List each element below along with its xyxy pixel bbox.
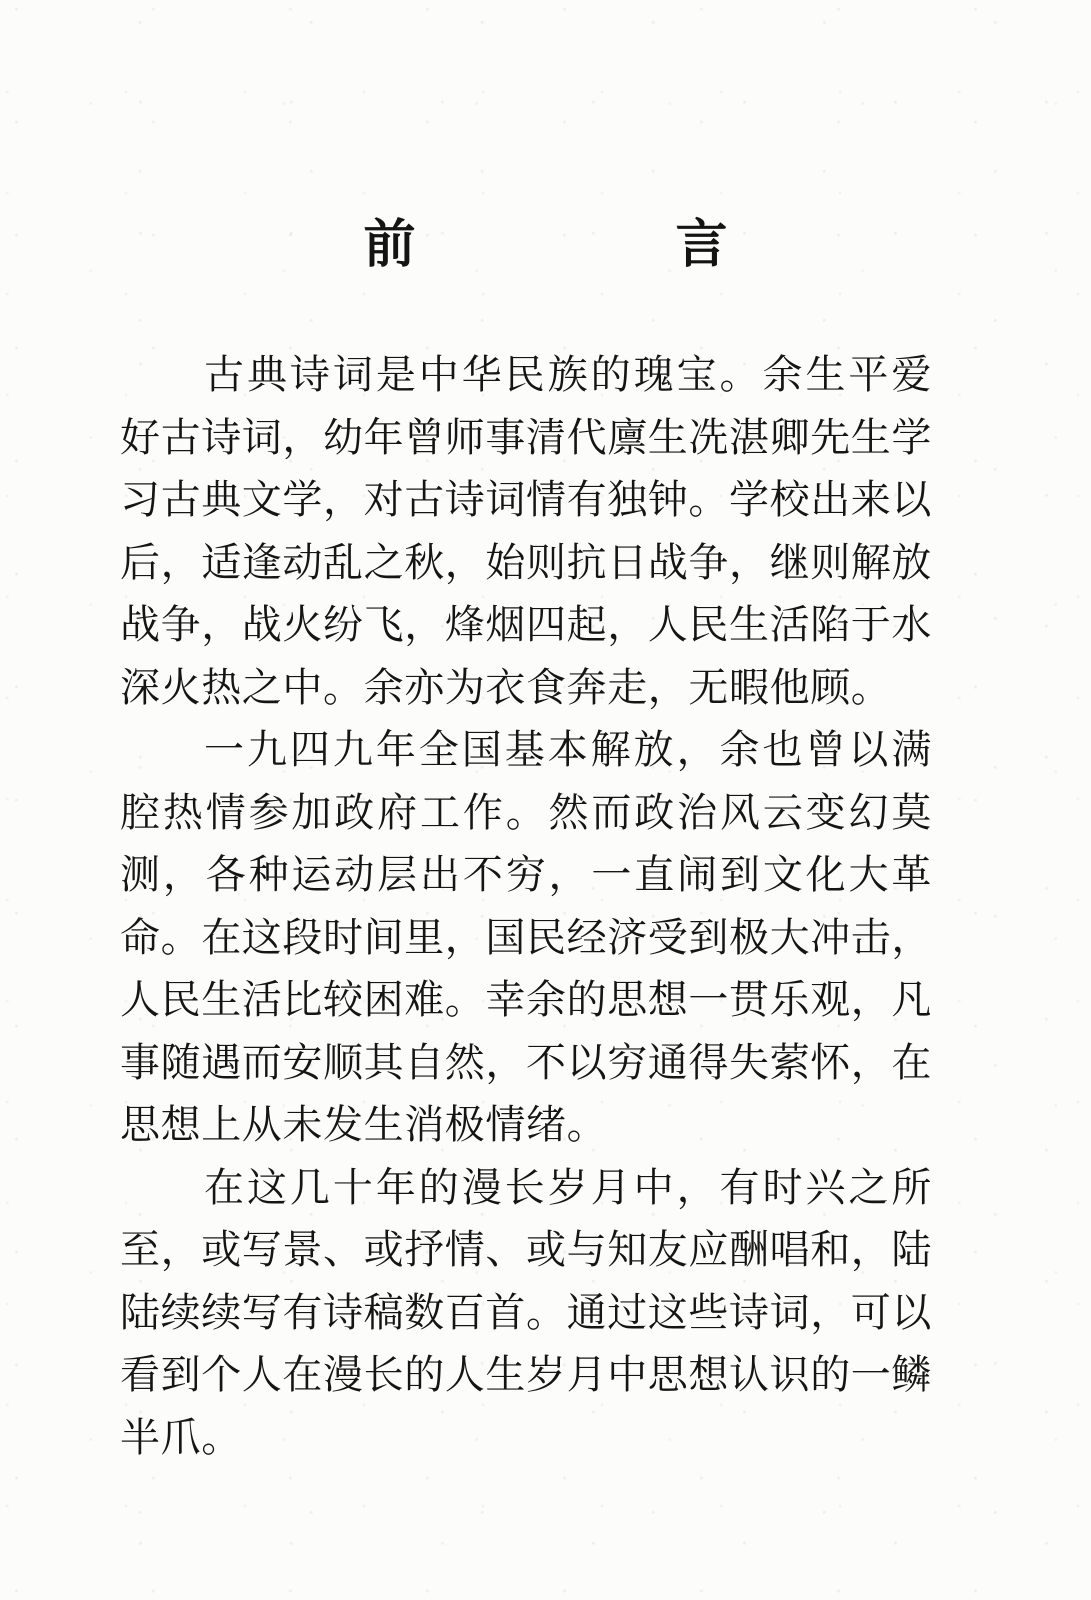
paragraph-1: 古典诗词是中华民族的瑰宝。余生平爱好古诗词，幼年曾师事清代廪生冼湛卿先生学习古典文学，对古诗词情有独钟。学校出来以后，适逢动乱之秋，始则抗日战争，继则解放战争，战火纷飞，烽烟四起，人民生活陷于水深火热之中。余亦为衣食奔走，无暇他顾。 (120, 352, 932, 711)
page-title: 前 言 (363, 214, 832, 275)
preface-body (120, 344, 932, 1469)
paragraph-2: 一九四九年全国基本解放，余也曾以满腔热情参加政府工作。然而政治风云变幻莫测，各种运动层出不穷，一直闹到文化大革命。在这段时间里，国民经济受到极大冲击，人民生活比较困难。幸余的思想一贯乐观，凡事随遇而安顺其自然，不以穷通得失萦怀，在思想上从未发生消极情绪。 (120, 727, 932, 1148)
paragraph-3: 在这几十年的漫长岁月中，有时兴之所至，或写景、或抒情、或与知友应酬唱和，陆陆续续写有诗稿数百首。通过这些诗词，可以看到个人在漫长的人生岁月中思想认识的一鳞半爪。 (120, 1164, 932, 1461)
